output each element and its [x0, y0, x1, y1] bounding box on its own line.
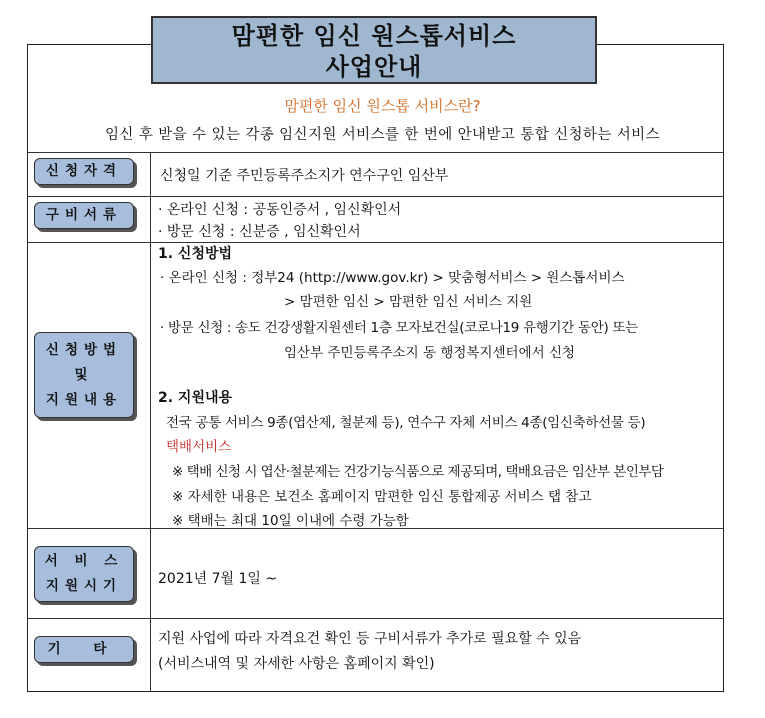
etc-line1: 지원 사업에 따라 자격요건 확인 등 구비서류가 추가로 필요할 수 있음: [158, 631, 582, 647]
title-line2: 사업안내: [325, 53, 423, 81]
visit-method-line2: 임산부 주민등록주소지 동 행정복지센터에서 신청: [284, 345, 576, 361]
online-method-line1: · 온라인 신청 : 정부24 (http://www.gov.kr) > 맞춤형서비스 > 원스톱서비스: [160, 270, 625, 286]
label-method-line3: 지원내용: [45, 391, 123, 408]
delivery-service-title: 택배서비스: [166, 439, 232, 455]
online-method-line2: > 맘편한 임신 > 맘편한 임신 서비스 지원: [284, 294, 533, 310]
label-method-line1: 신청방법: [45, 341, 123, 358]
documents-online: · 온라인 신청 : 공동인증서 , 임신확인서: [158, 202, 402, 218]
label-eligibility-text: 신청자격: [45, 163, 123, 179]
visit-method-line1: · 방문 신청 : 송도 건강생활지원센터 1층 모자보건실(코로나19 유행기간 동안) 또는: [160, 320, 638, 336]
label-eligibility: [34, 158, 134, 185]
documents-visit: · 방문 신청 : 신분증 , 임신확인서: [158, 224, 361, 240]
row-divider: [27, 152, 724, 153]
label-etc-text: 기 타: [47, 641, 121, 657]
section2-title: 2. 지원내용: [158, 390, 233, 406]
intro-text: 임신 후 받을 수 있는 각종 임신지원 서비스를 한 번에 안내받고 통합 신청하는 서비스: [105, 127, 660, 143]
section1-title: 1. 신청방법: [158, 246, 233, 262]
label-documents-text: 구비서류: [45, 207, 123, 223]
row-divider: [27, 618, 724, 619]
delivery-note-1: ※ 택배 신청 시 엽산·철분제는 건강기능식품으로 제공되며, 택배요금은 임산부 본인부담: [172, 464, 664, 480]
label-period: [34, 546, 134, 602]
label-etc: [34, 636, 134, 663]
page-title: [151, 16, 597, 84]
delivery-note-2: ※ 자세한 내용은 보건소 홈페이지 맘편한 임신 통합제공 서비스 탭 참고: [172, 489, 592, 505]
row-divider: [27, 242, 724, 243]
label-period-line2: 지원시기: [45, 578, 123, 594]
label-documents: [34, 202, 134, 229]
column-divider: [150, 152, 151, 692]
label-method-line2: 및: [74, 366, 94, 383]
period-text: 2021년 7월 1일 ~: [158, 571, 278, 587]
row-divider: [27, 196, 724, 197]
delivery-note-3: ※ 택배는 최대 10일 이내에 수령 가능함: [172, 513, 409, 529]
subtitle: 맘편한 임신 원스톱 서비스란?: [284, 97, 481, 115]
label-period-line1: 서 비 스: [44, 553, 124, 569]
eligibility-text: 신청일 기준 주민등록주소지가 연수구인 임산부: [160, 168, 449, 184]
label-method: [34, 332, 134, 418]
title-line1: 맘편한 임신 원스톱서비스: [231, 22, 517, 50]
support-content: 전국 공통 서비스 9종(엽산제, 철분제 등), 연수구 자체 서비스 4종(임신축하선물 등): [166, 415, 646, 431]
etc-line2: (서비스내역 및 자세한 사항은 홈페이지 확인): [158, 656, 435, 672]
